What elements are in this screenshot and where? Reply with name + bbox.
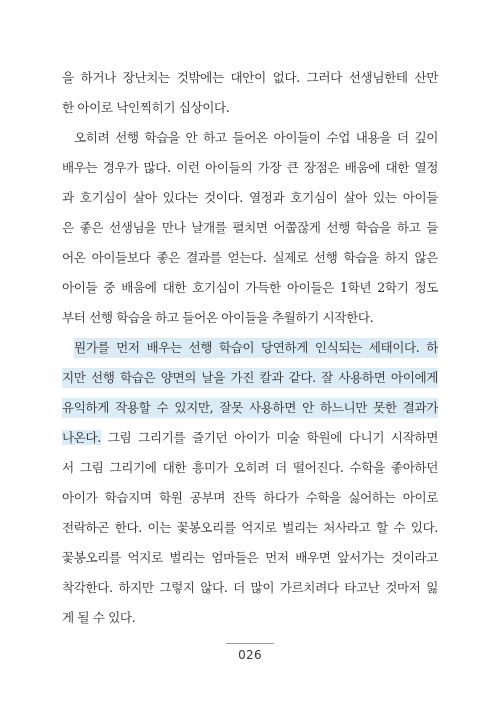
text-line: 게 될 수 있다. xyxy=(62,610,136,625)
text-line: 오히려 선행 학습을 안 하고 들어온 아이들이 수업 내용을 더 깊이 xyxy=(74,130,438,145)
page-number-rule xyxy=(226,643,274,644)
text-line: 어온 아이들보다 좋은 결과를 얻는다. 실제로 선행 학습을 하지 않은 xyxy=(62,250,438,265)
text-line xyxy=(62,428,438,448)
text-line: 부터 선행 학습을 하고 들어온 아이들을 추월하기 시작한다. xyxy=(62,310,374,325)
highlighted-text-fragment: 나온다. xyxy=(62,430,101,445)
text-line: 을 하거나 장난치는 것밖에는 대안이 없다. 그러다 선생님한테 산만 xyxy=(62,70,438,85)
text-line: 한 아이로 낙인찍히기 십상이다. xyxy=(62,100,230,115)
text-fragment: 그림 그리기를 즐기던 아이가 미술 학원에 다니기 시작하면 xyxy=(107,430,438,445)
page-number: 026 xyxy=(238,648,262,662)
text-line: 아이들 중 배움에 대한 호기심이 가득한 아이들은 1학년 2학기 정도 xyxy=(62,280,438,295)
highlighted-text-line: 유익하게 작용할 수 있지만, 잘못 사용하면 안 하느니만 못한 결과가 xyxy=(62,398,438,418)
highlighted-text-line: 지만 선행 학습은 양면의 날을 가진 칼과 같다. 잘 사용하면 아이에게 xyxy=(62,368,438,388)
text-line: 과 호기심이 살아 있다는 것이다. 열정과 호기심이 살아 있는 아이들 xyxy=(62,190,438,205)
text-line: 아이가 학습지며 학원 공부며 잔뜩 하다가 수학을 싫어하는 아이로 xyxy=(62,490,438,505)
text-line: 은 좋은 선생님을 만나 날개를 펼치면 어쭙잖게 선행 학습을 하고 들 xyxy=(62,220,438,235)
highlighted-text-line: 뭔가를 먼저 배우는 선행 학습이 당연하게 인식되는 세태이다. 하 xyxy=(74,338,438,358)
text-line: 착각한다. 하지만 그렇지 않다. 더 많이 가르치려다 타고난 것마저 잃 xyxy=(62,580,438,595)
text-line: 전락하곤 한다. 이는 꽃봉오리를 억지로 벌리는 처사라고 할 수 있다. xyxy=(62,520,438,535)
text-line: 배우는 경우가 많다. 이런 아이들의 가장 큰 장점은 배움에 대한 열정 xyxy=(62,160,438,175)
text-line: 서 그림 그리기에 대한 흥미가 오히려 더 떨어진다. 수학을 좋아하던 xyxy=(62,460,438,475)
text-line: 꽃봉오리를 억지로 벌리는 엄마들은 먼저 배우면 앞서가는 것이라고 xyxy=(62,550,438,565)
